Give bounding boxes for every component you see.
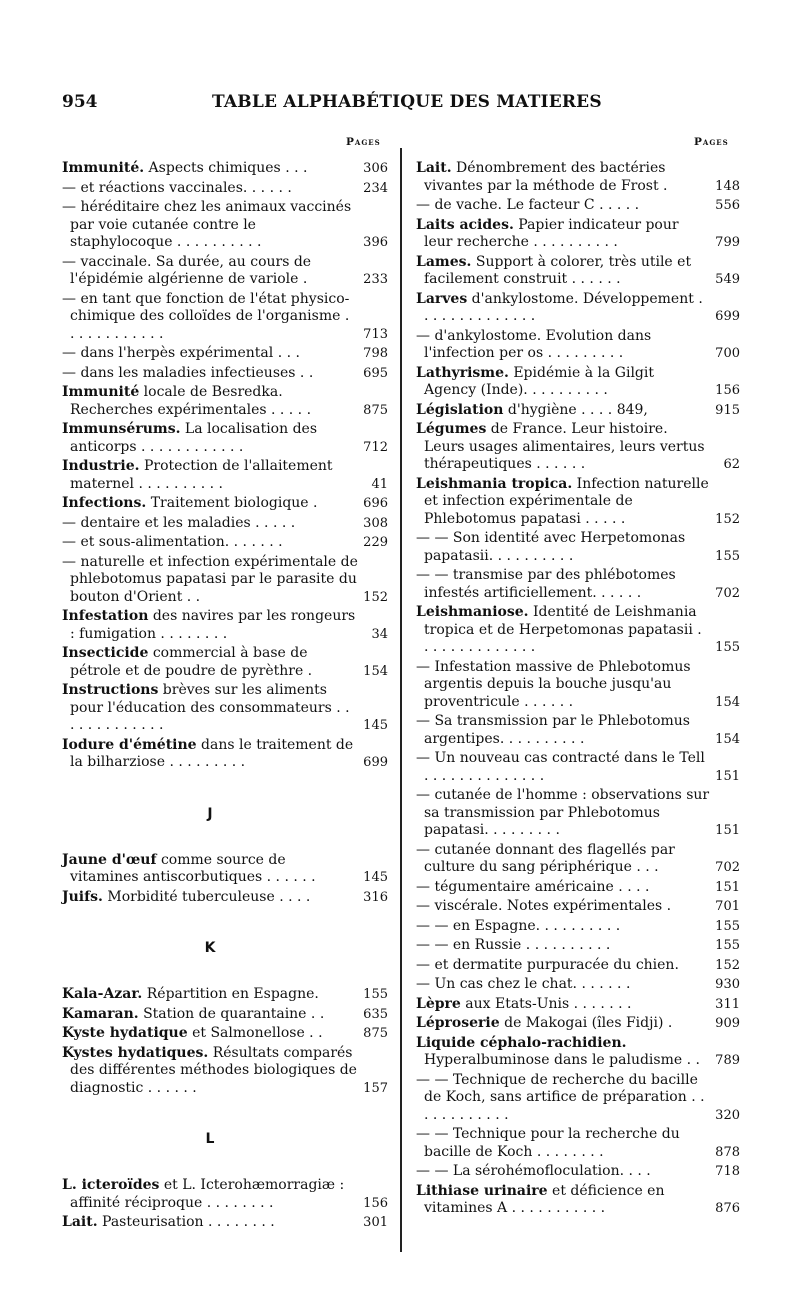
entry-page-number: 152 bbox=[715, 511, 740, 527]
entry-keyword: Lames. bbox=[416, 253, 472, 270]
entry-description: — Infestation massive de Phlebotomus argentis depuis la bouche jusqu'au proventricule . . . . . . bbox=[416, 658, 691, 710]
entry-text bbox=[416, 402, 710, 420]
section-letter: L bbox=[205, 1131, 215, 1147]
entry-description: — d'ankylostome. Evolution dans l'infection per os . . . . . . . . . bbox=[416, 327, 652, 361]
index-entry bbox=[416, 160, 740, 195]
entry-description: commercial à base de pétrole et de poudre de pyrèthre . bbox=[70, 645, 313, 679]
entry-description: La localisation des anticorps . . . . . . . . . . . . bbox=[70, 421, 318, 455]
index-entry bbox=[416, 713, 740, 748]
index-entry bbox=[62, 1045, 388, 1098]
index-entry bbox=[416, 530, 740, 565]
entry-text bbox=[416, 937, 710, 955]
entry-keyword: Kamaran. bbox=[62, 1005, 139, 1022]
entry-page-number: 148 bbox=[715, 178, 740, 194]
right-column bbox=[416, 160, 740, 1220]
entry-description: — de vache. Le facteur C . . . . . bbox=[416, 197, 640, 213]
entry-page-number: 696 bbox=[363, 496, 388, 511]
entry-text bbox=[62, 199, 358, 252]
entry-page-number: 930 bbox=[715, 977, 740, 992]
entry-page-number: 155 bbox=[715, 640, 740, 655]
index-entry bbox=[62, 534, 388, 552]
entry-description: Résultats comparés des différentes méthodes biologiques de diagnostic . . . . . . bbox=[70, 1044, 357, 1096]
entry-page-number: 699 bbox=[363, 755, 388, 770]
entry-description: — Un nouveau cas contracté dans le Tell . . . . . . . . . . . . . . bbox=[416, 750, 705, 784]
entry-page-number: 34 bbox=[371, 626, 388, 642]
index-entry bbox=[416, 217, 740, 252]
index-entry bbox=[62, 458, 388, 493]
index-entry bbox=[62, 1214, 388, 1232]
entry-description: Epidémie à la Gilgit Agency (Inde). . . . . . . . . . bbox=[424, 364, 654, 398]
entry-text bbox=[62, 160, 358, 178]
entry-keyword: Lithiase urinaire bbox=[416, 1182, 548, 1199]
index-entry bbox=[416, 1035, 740, 1070]
entry-page-number: 145 bbox=[363, 870, 388, 885]
entry-description: — en tant que fonction de l'état physico-chimique des colloïdes de l'organisme . . . . . . . . . . . . bbox=[62, 290, 350, 342]
index-entry bbox=[416, 976, 740, 994]
entry-keyword: Léproserie bbox=[416, 1015, 500, 1031]
entry-description: Support à colorer, très utile et facilement construit . . . . . . bbox=[424, 253, 692, 287]
entry-description: de France. Leur histoire. Leurs usages alimentaires, leurs vertus thérapeutiques . . . . . . bbox=[424, 421, 705, 472]
entry-text bbox=[416, 996, 710, 1014]
entry-description: — cutanée de l'homme : observations sur sa transmission par Phlebotomus papatasi. . . . . . . . . bbox=[416, 787, 710, 838]
entry-page-number: 712 bbox=[363, 439, 388, 455]
entry-page-number: 699 bbox=[715, 309, 740, 324]
entry-text bbox=[62, 889, 358, 907]
entry-keyword: Leishmaniose. bbox=[416, 604, 529, 620]
entry-page-number: 157 bbox=[363, 1080, 388, 1096]
entry-text bbox=[62, 986, 358, 1004]
entry-keyword: Larves bbox=[416, 290, 468, 307]
entry-page-number: 713 bbox=[363, 326, 388, 342]
index-entry bbox=[416, 750, 740, 785]
index-entry bbox=[416, 937, 740, 955]
entry-text bbox=[62, 180, 358, 198]
entry-text bbox=[62, 1177, 358, 1212]
entry-page-number: 156 bbox=[715, 383, 740, 398]
index-entry bbox=[62, 365, 388, 383]
index-entry bbox=[416, 659, 740, 712]
entry-text bbox=[416, 1072, 710, 1125]
entry-page-number: 789 bbox=[715, 1053, 740, 1068]
entry-text bbox=[416, 1126, 710, 1161]
entry-keyword: L. icteroïdes bbox=[62, 1177, 160, 1193]
index-entry bbox=[62, 495, 388, 513]
index-entry bbox=[62, 421, 388, 456]
entry-text bbox=[416, 787, 710, 840]
index-entry bbox=[62, 889, 388, 907]
left-column bbox=[62, 160, 388, 1234]
entry-page-number: 151 bbox=[715, 768, 740, 784]
entry-page-number: 798 bbox=[363, 346, 388, 361]
index-entry bbox=[416, 1163, 740, 1181]
entry-text bbox=[416, 879, 710, 897]
entry-keyword: Iodure d'émétine bbox=[62, 736, 197, 753]
entry-text bbox=[416, 567, 710, 602]
entry-text bbox=[62, 421, 358, 456]
entry-text bbox=[62, 608, 358, 643]
index-entry bbox=[62, 291, 388, 344]
entry-keyword: Kala-Azar. bbox=[62, 986, 143, 1002]
entry-page-number: 320 bbox=[715, 1107, 740, 1123]
entry-page-number: 556 bbox=[715, 198, 740, 213]
entry-text bbox=[416, 530, 710, 565]
entry-page-number: 878 bbox=[715, 1144, 740, 1160]
entry-text bbox=[62, 291, 358, 344]
entry-text bbox=[416, 976, 710, 994]
entry-page-number: 155 bbox=[363, 987, 388, 1002]
index-entry bbox=[416, 197, 740, 215]
entry-text bbox=[416, 160, 710, 195]
entry-text bbox=[416, 713, 710, 748]
index-entry bbox=[62, 986, 388, 1004]
entry-description: — et dermatite purpuracée du chien. bbox=[416, 956, 679, 973]
entry-keyword: Lait. bbox=[416, 160, 452, 176]
entry-description: Papier indicateur pour leur recherche . . . . . . . . . . bbox=[424, 216, 679, 250]
entry-keyword: Infections. bbox=[62, 495, 147, 511]
entry-page-number: 702 bbox=[715, 860, 740, 875]
index-entry bbox=[62, 1006, 388, 1024]
section-letter: K bbox=[204, 940, 216, 956]
entry-page-number: 41 bbox=[371, 476, 388, 492]
entry-page-number: 909 bbox=[715, 1016, 740, 1031]
entry-description: Protection de l'allaitement maternel . . . . . . . . . . bbox=[70, 458, 333, 492]
entry-text bbox=[62, 495, 358, 513]
index-entry bbox=[62, 160, 388, 178]
entry-text bbox=[416, 421, 710, 474]
entry-keyword: Laits acides. bbox=[416, 216, 514, 233]
column-divider bbox=[400, 148, 402, 1252]
entry-text bbox=[416, 291, 710, 326]
entry-page-number: 145 bbox=[363, 718, 388, 733]
entry-page-number: 306 bbox=[363, 161, 388, 176]
entry-page-number: 301 bbox=[363, 1215, 388, 1230]
entry-page-number: 875 bbox=[363, 402, 388, 418]
entry-keyword: Instructions bbox=[62, 682, 159, 698]
entry-page-number: 396 bbox=[363, 235, 388, 250]
entry-description: — — transmise par des phlébotomes infestés artificiellement. . . . . . bbox=[416, 567, 676, 601]
entry-description: Dénombrement des bactéries vivantes par la méthode de Frost . bbox=[424, 160, 668, 194]
index-entry bbox=[416, 291, 740, 326]
entry-page-number: 154 bbox=[363, 663, 388, 679]
entry-page-number: 155 bbox=[715, 548, 740, 564]
entry-description: — — Son identité avec Herpetomonas papatasii. . . . . . . . . . bbox=[416, 530, 686, 564]
entry-description: — cutanée donnant des flagellés par culture du sang périphérique . . . bbox=[416, 841, 675, 875]
entry-text bbox=[416, 957, 710, 975]
entry-keyword: Kyste hydatique bbox=[62, 1025, 188, 1041]
index-entry bbox=[62, 345, 388, 363]
entry-page-number: 151 bbox=[715, 879, 740, 895]
index-entry bbox=[416, 1015, 740, 1033]
entry-text bbox=[62, 737, 358, 772]
entry-description: dans le traitement de la bilharziose . . . . . . . . . bbox=[70, 736, 354, 770]
entry-page-number: 155 bbox=[715, 918, 740, 934]
entry-page-number: 549 bbox=[715, 272, 740, 287]
entry-text bbox=[62, 345, 358, 363]
entry-keyword: Lathyrisme. bbox=[416, 364, 509, 381]
entry-description: et déficience en vitamines A . . . . . . . . . . . bbox=[424, 1182, 665, 1216]
index-entry bbox=[416, 787, 740, 840]
entry-page-number: 915 bbox=[715, 402, 740, 418]
entry-description: — et réactions vaccinales. . . . . . bbox=[62, 179, 292, 196]
entry-text bbox=[62, 852, 358, 887]
entry-text bbox=[416, 1183, 710, 1218]
entry-description: Répartition en Espagne. bbox=[142, 986, 319, 1002]
index-entry bbox=[416, 996, 740, 1014]
entry-description: de Makogai (îles Fidji) . bbox=[499, 1015, 673, 1031]
entry-text bbox=[62, 254, 358, 289]
entry-description: — — Technique pour la recherche du bacille de Koch . . . . . . . . bbox=[416, 1126, 680, 1160]
pages-label-left: Pages bbox=[346, 136, 381, 148]
entry-description: et L. Icterohæmorragiæ : affinité réciproque . . . . . . . . bbox=[70, 1177, 345, 1211]
entry-keyword: Immunité. bbox=[62, 160, 145, 176]
entry-description: d'hygiène . . . . 849, bbox=[503, 401, 648, 418]
index-entry bbox=[62, 1177, 388, 1212]
index-entry bbox=[416, 1072, 740, 1125]
entry-keyword: Juifs. bbox=[62, 888, 103, 905]
entry-page-number: 635 bbox=[363, 1006, 388, 1022]
entry-description: — dans l'herpès expérimental . . . bbox=[62, 345, 300, 361]
entry-text bbox=[416, 1163, 710, 1181]
entry-description: locale de Besredka. Recherches expérimentales . . . . . bbox=[70, 384, 312, 418]
entry-text bbox=[416, 604, 710, 657]
index-entry bbox=[416, 918, 740, 936]
entry-description: aux Etats-Unis . . . . . . . bbox=[460, 995, 632, 1012]
index-entry bbox=[62, 1025, 388, 1043]
entry-keyword: Jaune d'œuf bbox=[62, 851, 157, 868]
entry-keyword: Immunsérums. bbox=[62, 421, 181, 437]
entry-text bbox=[416, 328, 710, 363]
index-entry bbox=[416, 1183, 740, 1218]
entry-text bbox=[62, 554, 358, 607]
entry-page-number: 155 bbox=[715, 938, 740, 953]
entry-text bbox=[416, 750, 710, 785]
entry-page-number: 700 bbox=[715, 346, 740, 361]
index-entry bbox=[416, 957, 740, 975]
entry-text bbox=[62, 1045, 358, 1098]
entry-description: d'ankylostome. Développement . . . . . . . . . . . . . . bbox=[424, 290, 703, 324]
entry-text bbox=[62, 1006, 358, 1024]
entry-page-number: 308 bbox=[363, 515, 388, 531]
index-entry bbox=[416, 254, 740, 289]
index-entry bbox=[62, 199, 388, 252]
entry-description: — — Technique de recherche du bacille de Koch, sans artifice de préparation . . . . . . . . . . . . bbox=[416, 1071, 705, 1123]
entry-text bbox=[416, 365, 710, 400]
index-entry bbox=[416, 879, 740, 897]
entry-text bbox=[416, 659, 710, 712]
index-entry bbox=[416, 567, 740, 602]
index-entry bbox=[62, 554, 388, 607]
entry-text bbox=[62, 1025, 358, 1043]
entry-description: — Un cas chez le chat. . . . . . . bbox=[416, 976, 631, 992]
entry-page-number: 154 bbox=[715, 694, 740, 710]
entry-keyword: Lait. bbox=[62, 1214, 98, 1230]
entry-description: comme source de vitamines antiscorbutiques . . . . . . bbox=[70, 851, 316, 885]
entry-description: brèves sur les aliments pour l'éducation des consommateurs . . . . . . . . . . . . . bbox=[70, 682, 350, 733]
index-entry bbox=[416, 476, 740, 529]
entry-page-number: 799 bbox=[715, 235, 740, 250]
entry-description: Hyperalbuminose dans le paludisme . . bbox=[424, 1052, 700, 1068]
entry-keyword: Légumes bbox=[416, 421, 487, 437]
entry-text bbox=[416, 197, 710, 215]
index-entry bbox=[416, 1126, 740, 1161]
entry-description: — — La sérohémofloculation. . . . bbox=[416, 1163, 651, 1179]
entry-description: — — en Espagne. . . . . . . . . . bbox=[416, 917, 621, 934]
entry-text bbox=[62, 1214, 358, 1232]
entry-description: Pasteurisation . . . . . . . . bbox=[97, 1214, 275, 1230]
index-entry bbox=[62, 737, 388, 772]
entry-page-number: 718 bbox=[715, 1164, 740, 1179]
entry-description: — dans les maladies infectieuses . . bbox=[62, 364, 314, 381]
entry-text bbox=[62, 534, 358, 552]
entry-text bbox=[62, 645, 358, 680]
entry-description: — viscérale. Notes expérimentales . bbox=[416, 898, 672, 914]
entry-text bbox=[416, 1035, 710, 1070]
entry-keyword: Liquide céphalo-rachidien. bbox=[416, 1034, 627, 1051]
index-entry bbox=[62, 254, 388, 289]
entry-keyword: Lèpre bbox=[416, 995, 461, 1012]
entry-description: Aspects chimiques . . . bbox=[144, 160, 308, 176]
entry-page-number: 876 bbox=[715, 1201, 740, 1216]
entry-page-number: 875 bbox=[363, 1026, 388, 1041]
entry-text bbox=[416, 918, 710, 936]
entry-text bbox=[416, 1015, 710, 1033]
index-entry bbox=[62, 515, 388, 533]
entry-description: Station de quarantaine . . bbox=[138, 1005, 325, 1022]
entry-text bbox=[416, 842, 710, 877]
entry-description: — dentaire et les maladies . . . . . bbox=[62, 514, 296, 531]
index-entry bbox=[416, 421, 740, 474]
entry-description: — vaccinale. Sa durée, au cours de l'épidémie algérienne de variole . bbox=[62, 253, 312, 287]
index-entry bbox=[416, 842, 740, 877]
entry-keyword: Industrie. bbox=[62, 458, 140, 474]
entry-text bbox=[62, 682, 358, 735]
entry-text bbox=[416, 254, 710, 289]
entry-description: — naturelle et infection expérimentale de phlebotomus papatasi par le parasite du bouton d'Orient . . bbox=[62, 553, 358, 605]
entry-page-number: 229 bbox=[363, 535, 388, 550]
entry-page-number: 151 bbox=[715, 823, 740, 838]
index-entry bbox=[416, 328, 740, 363]
entry-text bbox=[416, 898, 710, 916]
entry-keyword: Immunité bbox=[62, 384, 140, 400]
index-entry bbox=[62, 608, 388, 643]
entry-page-number: 233 bbox=[363, 272, 388, 287]
entry-description: — et sous-alimentation. . . . . . . bbox=[62, 534, 283, 550]
entry-page-number: 152 bbox=[715, 957, 740, 973]
index-entry bbox=[62, 682, 388, 735]
entry-page-number: 156 bbox=[363, 1195, 388, 1211]
index-entry bbox=[62, 852, 388, 887]
entry-text bbox=[416, 476, 710, 529]
entry-page-number: 152 bbox=[363, 589, 388, 605]
entry-description: — tégumentaire américaine . . . . bbox=[416, 878, 650, 895]
pages-label-right: Pages bbox=[694, 136, 729, 148]
entry-text bbox=[62, 458, 358, 493]
entry-page-number: 154 bbox=[715, 731, 740, 747]
entry-description: Infection naturelle et infection expérimentale de Phlebotomus papatasi . . . . . bbox=[424, 475, 709, 527]
running-title: TABLE ALPHABÉTIQUE DES MATIERES bbox=[212, 92, 602, 112]
entry-description: Identité de Leishmania tropica et de Herpetomonas papatasii . . . . . . . . . . . . . . bbox=[424, 604, 702, 655]
index-entry bbox=[416, 898, 740, 916]
entry-description: des navires par les rongeurs : fumigation . . . . . . . . bbox=[70, 608, 356, 642]
entry-description: et Salmonellose . . bbox=[187, 1025, 323, 1041]
index-entry bbox=[416, 365, 740, 400]
entry-description: — — en Russie . . . . . . . . . . bbox=[416, 937, 611, 953]
entry-keyword: Infestation bbox=[62, 608, 149, 624]
entry-text bbox=[62, 384, 358, 419]
entry-description: — héréditaire chez les animaux vaccinés par voie cutanée contre le staphylocoque . . . . . . . . . . bbox=[62, 199, 352, 250]
entry-text bbox=[416, 217, 710, 252]
section-letter: J bbox=[207, 805, 213, 822]
entry-page-number: 316 bbox=[363, 889, 388, 905]
index-entry bbox=[62, 645, 388, 680]
entry-page-number: 62 bbox=[723, 457, 740, 472]
entry-text bbox=[62, 515, 358, 533]
entry-keyword: Kystes hydatiques. bbox=[62, 1044, 209, 1061]
page-number: 954 bbox=[62, 92, 98, 112]
entry-keyword: Législation bbox=[416, 401, 504, 418]
entry-page-number: 311 bbox=[715, 996, 740, 1012]
entry-keyword: Insecticide bbox=[62, 645, 149, 661]
entry-description: — Sa transmission par le Phlebotomus argentipes. . . . . . . . . . bbox=[416, 713, 690, 747]
entry-description: Traitement biologique . bbox=[146, 495, 318, 511]
index-entry bbox=[62, 180, 388, 198]
entry-text bbox=[62, 365, 358, 383]
entry-page-number: 695 bbox=[363, 365, 388, 381]
entry-page-number: 701 bbox=[715, 899, 740, 914]
entry-description: Morbidité tuberculeuse . . . . bbox=[102, 888, 311, 905]
index-entry bbox=[416, 604, 740, 657]
index-entry bbox=[62, 384, 388, 419]
entry-keyword: Leishmania tropica. bbox=[416, 475, 573, 492]
entry-page-number: 702 bbox=[715, 585, 740, 601]
entry-page-number: 234 bbox=[363, 180, 388, 196]
index-entry bbox=[416, 402, 740, 420]
